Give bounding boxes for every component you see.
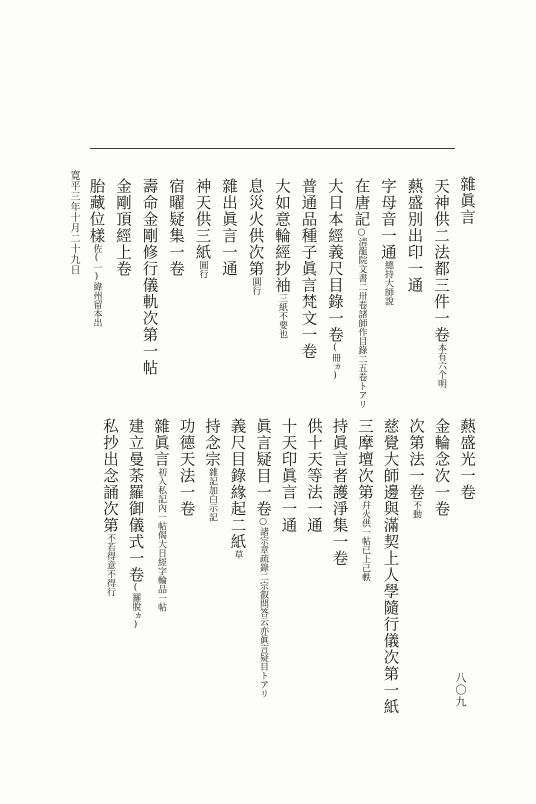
- lower-column-note: 草: [232, 550, 243, 559]
- date-line: 寛平三年十月二十九日: [68, 170, 79, 275]
- lower-column-note: (羅脫ヵ): [130, 583, 141, 630]
- lower-column-text: 持念宗: [203, 418, 221, 468]
- upper-column-text: 壽命金剛修行儀軌次第一帖: [140, 178, 159, 376]
- upper-column: [165, 178, 183, 277]
- lower-column: [431, 418, 449, 517]
- lower-column: [176, 418, 194, 517]
- upper-column-text: 大日本經義尺目錄一卷: [326, 178, 344, 343]
- upper-column: [377, 178, 395, 306]
- lower-column: [354, 418, 372, 582]
- upper-column: [298, 178, 316, 360]
- lower-column: [303, 418, 321, 534]
- upper-column-text: 爇盛別出印一通: [405, 178, 424, 294]
- upper-column-text: 在唐記: [352, 178, 371, 228]
- lower-column: [456, 418, 474, 501]
- lower-column: [329, 418, 347, 567]
- upper-column: [351, 178, 369, 409]
- lower-column-text: 建立曼荼羅御儀式一卷: [126, 418, 145, 583]
- lower-column: [99, 418, 117, 597]
- upper-column-text: 大如意輪經抄袖: [273, 178, 291, 294]
- lower-column: [201, 418, 219, 522]
- upper-column: [112, 178, 130, 277]
- horizontal-rule: [90, 148, 455, 149]
- lower-column-note: ○諸宗章疏錄二宗叡問答云亦眞言疑目トアリ: [258, 517, 268, 698]
- upper-column-note: 圓行: [197, 260, 208, 279]
- lower-column-text: 供十天等法一通: [305, 418, 323, 534]
- lower-column-text: 眞言疑目一卷: [254, 418, 272, 517]
- lower-column-text: 私抄出念誦次第: [101, 418, 119, 534]
- upper-column-note: ○淸龍院文書二卅卷諸師作目錄二五卷トアリ: [356, 227, 367, 409]
- upper-column-text: 息災火供次第: [246, 178, 265, 277]
- upper-column-text: 金剛頂經上卷: [114, 178, 132, 277]
- lower-column-text: 義尺目錄緣起二紙: [228, 418, 247, 550]
- upper-column-text: 神天供三紙: [193, 178, 212, 261]
- upper-column: [430, 178, 448, 388]
- lower-column-note: 雜記加白示記: [207, 467, 217, 522]
- upper-column-note: 圓行: [250, 277, 261, 295]
- lower-column-text: 三摩壇次第: [356, 418, 374, 501]
- lower-column: [150, 418, 168, 612]
- upper-column-text: 雜出眞言一通: [220, 178, 238, 277]
- upper-column: [271, 178, 289, 339]
- page-number: 八〇九: [454, 672, 467, 708]
- upper-column-note: 總持大師說: [383, 260, 393, 306]
- lower-column-text: 金輪念次一卷: [432, 418, 451, 517]
- upper-column-note: 本有六个明: [436, 343, 446, 388]
- lower-column-text: 次第法一卷: [407, 418, 425, 501]
- heading: 雜眞言: [458, 176, 476, 226]
- lower-column: [227, 418, 245, 559]
- upper-column-text: 天神供二法都三件一卷: [432, 178, 450, 343]
- lower-column-note: 幷火供一帖已上己軼: [360, 500, 370, 582]
- upper-column: [245, 178, 263, 295]
- upper-column: [218, 178, 236, 277]
- lower-column: [252, 418, 270, 698]
- upper-column: [86, 178, 104, 327]
- upper-column-text: 字母音一通: [379, 178, 397, 261]
- lower-column-note: 不若得意不得行: [105, 533, 115, 597]
- upper-column: [192, 178, 210, 279]
- lower-column-note: 不動: [411, 500, 421, 519]
- upper-column: [139, 178, 157, 376]
- lower-column-note: 初入私記內一帖偈大日經字輪品一帖: [156, 467, 166, 612]
- lower-column-text: 功德天法一卷: [177, 418, 196, 517]
- upper-column: [324, 178, 342, 381]
- upper-column-note: 佐(一)緯州留本出: [91, 244, 102, 327]
- upper-column-text: 宿曜疑集一卷: [167, 178, 185, 277]
- lower-column-text: 爇盛光一卷: [458, 418, 476, 501]
- upper-column: [404, 178, 422, 294]
- upper-column-text: 普通品種子眞言梵文一卷: [299, 178, 318, 360]
- upper-column-text: 胎藏位樣: [87, 178, 106, 244]
- lower-column-text: 十天印眞言一通: [279, 418, 298, 534]
- lower-column: [380, 418, 398, 715]
- upper-column-note: 三紙不要也: [277, 293, 287, 339]
- lower-column: [278, 418, 296, 534]
- lower-column: [125, 418, 143, 630]
- lower-column-text: 慈覺大師邊與滿契上人學隨行儀次第一紙: [381, 418, 400, 715]
- lower-column-text: 持眞言者護淨集一卷: [330, 418, 349, 567]
- lower-column: [405, 418, 423, 519]
- upper-column-note: (冊ヵ): [330, 343, 340, 381]
- lower-column-text: 雜眞言: [152, 418, 170, 468]
